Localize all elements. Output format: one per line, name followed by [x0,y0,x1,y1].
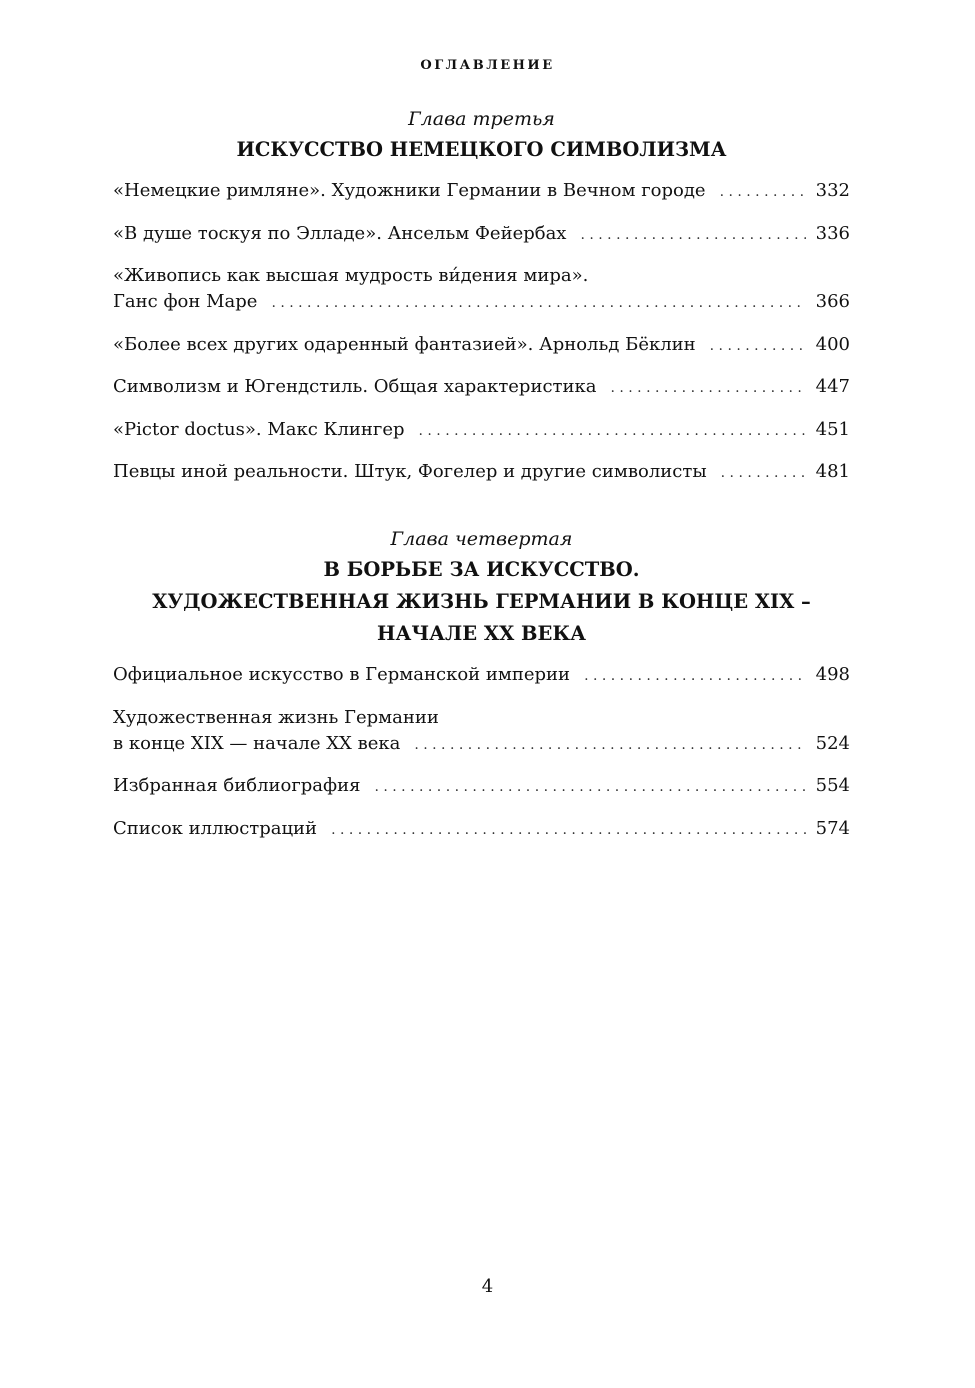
dot-leader [720,179,806,205]
chapter-3 [113,104,850,502]
toc-entry-title: «В душе тоскуя по Элладе». Ансельм Фейербах [113,222,567,244]
page-number: 4 [481,1276,494,1297]
toc-page-number: 498 [815,664,850,685]
toc-entry-title: Ганс фон Маре [113,291,258,312]
dot-leader [331,817,806,843]
toc-page-number: 524 [815,732,850,754]
toc-page-number: 400 [815,333,850,355]
toc-entry-title-line: «Живопись как высшая мудрость ви́дения мира». [113,265,589,286]
dot-leader [721,460,806,486]
toc-list [113,178,850,486]
dot-leader [271,290,805,316]
toc-entry-title-line: Художественная жизнь Германии [113,706,439,728]
dot-leader [374,774,805,800]
chapter-title [113,134,850,166]
toc-entry [113,374,850,401]
toc-entry [113,221,850,248]
toc-entry-title: в конце XIX — начале XX века [113,732,401,754]
toc-entry-title: «Более всех других одаренный фантазией». Арнольд Бёклин [113,333,696,355]
chapter-4 [113,524,850,858]
toc-entry [113,816,850,843]
toc-page-number: 366 [815,291,850,312]
chapter-title-line: ИСКУССТВО НЕМЕЦКОГО СИМВОЛИЗМА [236,138,727,161]
chapter-label: Глава третья [408,108,555,130]
toc-list [113,662,850,843]
toc-page-number: 451 [815,418,850,440]
toc-page-number: 336 [815,222,850,244]
toc-entry [113,705,850,758]
dot-leader [419,418,806,444]
dot-leader [710,333,806,359]
dot-leader [414,732,805,758]
dot-leader [610,375,805,401]
toc-entry [113,263,850,316]
chapter-label: Глава четвертая [390,528,573,550]
toc-entry [113,178,850,205]
toc-entry [113,459,850,486]
toc-page-number: 332 [815,180,850,201]
toc-entry-title: Список иллюстраций [113,817,318,839]
toc-entry [113,417,850,444]
chapter-title [113,554,850,650]
chapter-title-line: НАЧАЛЕ XX ВЕКА [377,622,586,645]
toc-page-number: 574 [815,817,850,839]
toc-page-number: 554 [815,775,850,796]
toc-entry [113,773,850,800]
toc-entry [113,662,850,689]
dot-leader [584,663,806,689]
dot-leader [580,222,805,248]
toc-page-number: 481 [815,461,850,482]
toc-entry-title: Символизм и Югендстиль. Общая характеристика [113,376,597,397]
toc-entry-title: Избранная библиография [113,775,361,796]
toc-entry-title: Певцы иной реальности. Штук, Фогелер и другие символисты [113,461,707,482]
chapter-title-line: В БОРЬБЕ ЗА ИСКУССТВО. [323,558,640,581]
toc-entry [113,332,850,359]
chapter-title-line: ХУДОЖЕСТВЕННАЯ ЖИЗНЬ ГЕРМАНИИ В КОНЦЕ XIX – [152,590,811,613]
toc-entry-title: Официальное искусство в Германской империи [113,664,571,685]
toc-entry-title: «Немецкие римляне». Художники Германии в Вечном городе [113,180,706,201]
toc-page-number: 447 [815,376,850,397]
running-head: ОГЛАВЛЕНИЕ [420,58,555,73]
toc-entry-title: «Pictor doctus». Макс Клингер [113,418,405,440]
